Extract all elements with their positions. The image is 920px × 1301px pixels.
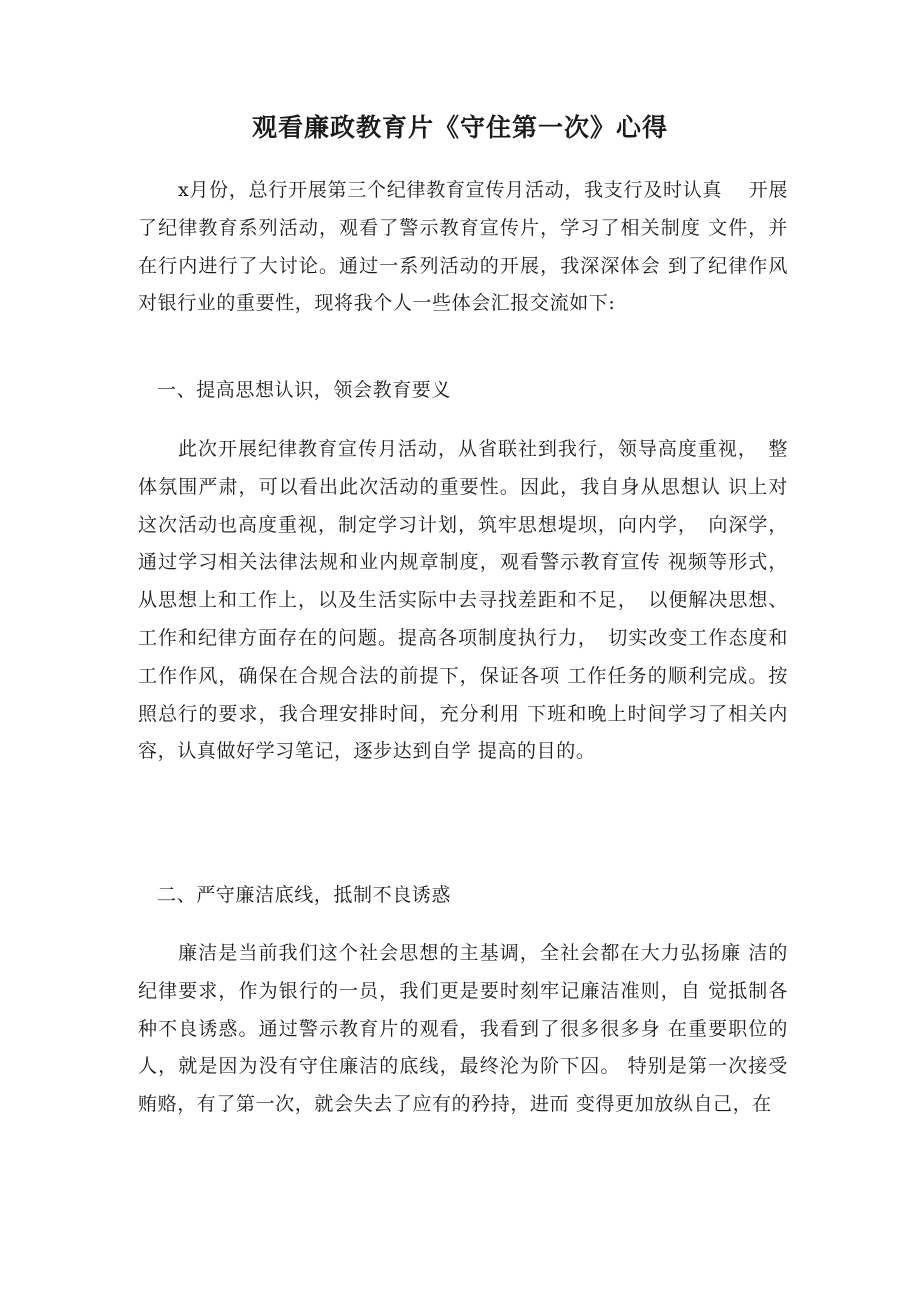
document-title: 观看廉政教育片《守住第一次》心得 [251, 113, 668, 142]
paragraph-section-2: 廉洁是当前我们这个社会思想的主基调，全社会都在大力弘扬廉 洁的纪律要求，作为银行的一员，我们更是要时刻牢记廉洁准则，自 觉抵制各种不良诱惑。通过警示教育片的观看，我看到了很多很多身 在重要职位的人，就是因为没有守住廉洁的底线，最终沦为阶下囚。 特别是第一次接受贿赂，有了第一次，就会失去了应有的矜持，进而 变得更加放纵自己，在 [138, 942, 788, 1116]
paragraph-section-1: 此次开展纪律教育宣传月活动，从省联社到我行，领导高度重视， 整体氛围严肃，可以看出此次活动的重要性。因此，我自身从思想认 识上对这次活动也高度重视，制定学习计划，筑牢思想堤坝，向内学， 向深学，通过学习相关法律法规和业内规章制度，观看警示教育宣传 视频等形式，从思想上和工作上，以及生活实际中去寻找差距和不足， 以便解决思想、工作和纪律方面存在的问题。提高各项制度执行力， 切实改变工作态度和工作作风，确保在合规合法的前提下，保证各项 工作任务的顺利完成。按照总行的要求，我合理安排时间，充分利用 下班和晚上时间学习了相关内容，认真做好学习笔记，逐步达到自学 提高的目的。 [138, 438, 788, 763]
section-heading-1: 一、提高思想认识，领会教育要义 [157, 379, 452, 401]
paragraph-intro: x月份，总行开展第三个纪律教育宣传月活动，我支行及时认真 开展了纪律教育系列活动，观看了警示教育宣传片，学习了相关制度 文件，并在行内进行了大讨论。通过一系列活动的开展，我深深体会 到了纪律作风对银行业的重要性，现将我个人一些体会汇报交流如下: [138, 179, 788, 315]
section-heading-2: 二、严守廉洁底线，抵制不良诱惑 [157, 884, 452, 906]
